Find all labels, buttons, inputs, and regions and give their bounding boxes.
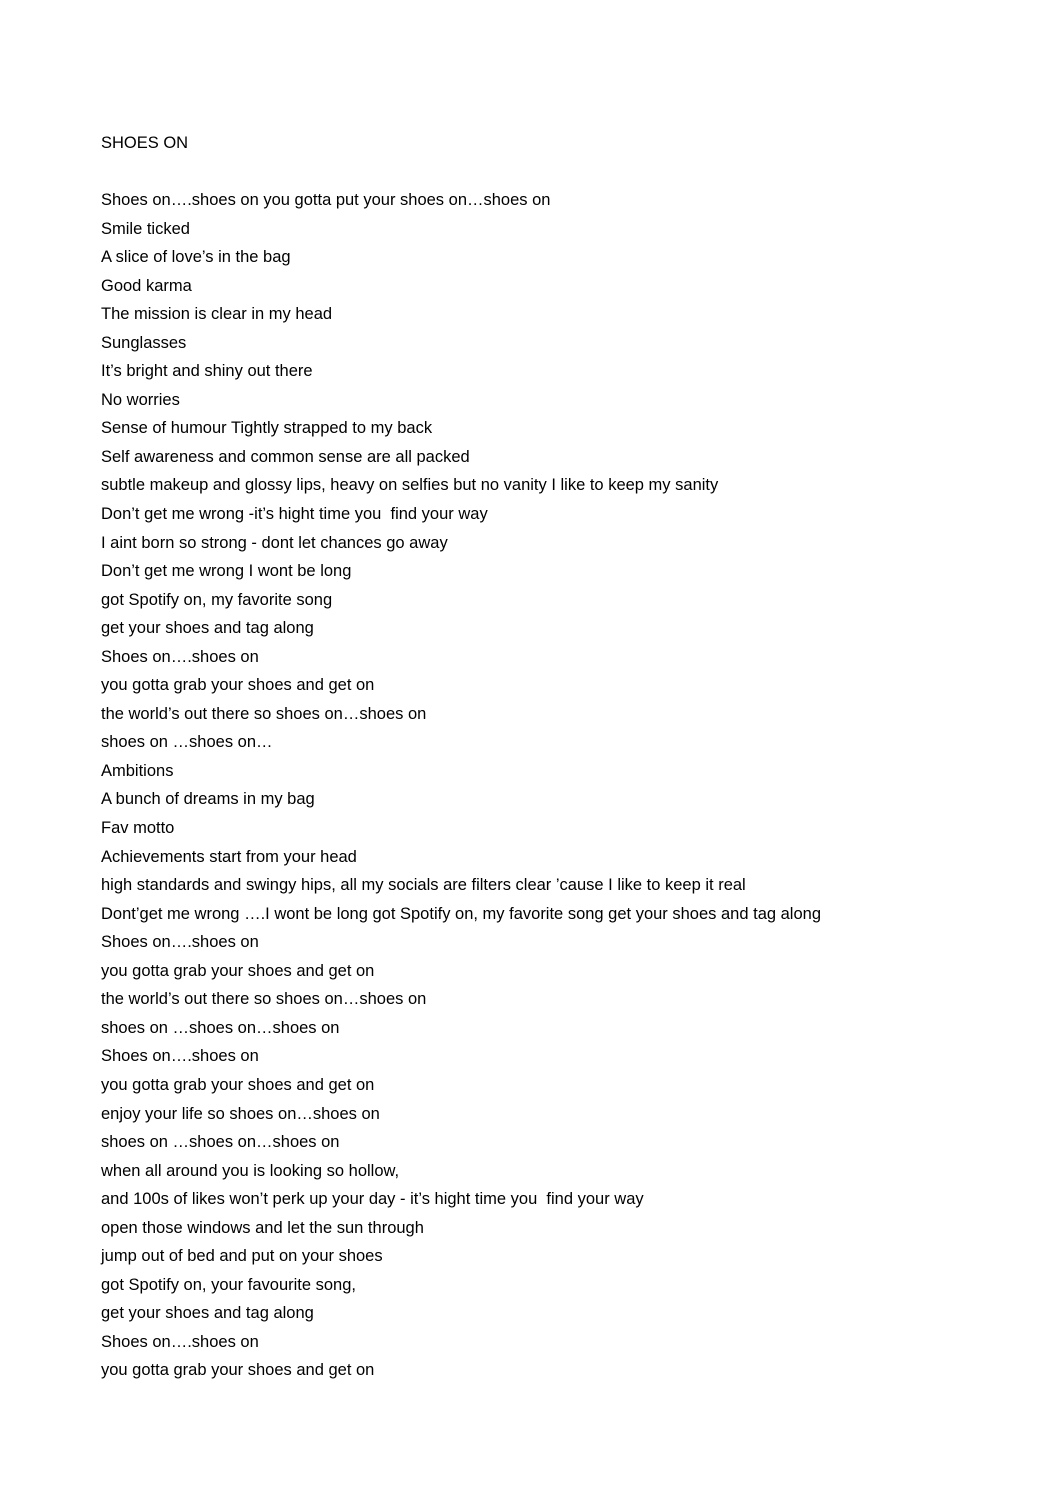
lyric-line: the world’s out there so shoes on…shoes on	[101, 990, 427, 1009]
lyric-line: Ambitions	[101, 761, 174, 780]
lyric-line: Good karma	[101, 276, 192, 295]
lyric-line: Smile ticked	[101, 219, 190, 238]
lyric-line: got Spotify on, your favourite song,	[101, 1275, 356, 1294]
lyric-line: Don’t get me wrong I wont be long	[101, 562, 352, 581]
lyric-line: you gotta grab your shoes and get on	[101, 1361, 375, 1380]
lyrics-body	[101, 189, 1001, 1388]
lyric-line: Shoes on….shoes on	[101, 647, 259, 666]
lyric-line: Dont’get me wrong ….I wont be long got Spotify on, my favorite song get your shoes and tag along	[101, 904, 822, 923]
lyric-line: The mission is clear in my head	[101, 305, 333, 324]
lyric-line: get your shoes and tag along	[101, 619, 314, 638]
lyric-line: Don’t get me wrong -it’s hight time you find your way	[101, 505, 488, 524]
lyric-line: Self awareness and common sense are all packed	[101, 447, 470, 466]
lyric-line: jump out of bed and put on your shoes	[101, 1247, 383, 1266]
lyric-line: enjoy your life so shoes on…shoes on	[101, 1104, 380, 1123]
lyric-line: A bunch of dreams in my bag	[101, 790, 315, 809]
lyric-line: you gotta grab your shoes and get on	[101, 961, 375, 980]
lyric-line: open those windows and let the sun through	[101, 1218, 424, 1237]
lyric-line: It’s bright and shiny out there	[101, 362, 313, 381]
lyric-line: get your shoes and tag along	[101, 1304, 314, 1323]
lyric-line: Shoes on….shoes on	[101, 1332, 259, 1351]
lyric-line: Fav motto	[101, 819, 175, 838]
lyric-line: Sunglasses	[101, 333, 187, 352]
lyric-line: you gotta grab your shoes and get on	[101, 676, 375, 695]
lyric-line: high standards and swingy hips, all my socials are filters clear ’cause I like to keep it real	[101, 876, 746, 895]
lyric-line: Achievements start from your head	[101, 847, 357, 866]
lyric-line: Shoes on….shoes on	[101, 1047, 259, 1066]
lyric-line: shoes on …shoes on…shoes on	[101, 1133, 340, 1152]
lyric-line: Sense of humour Tightly strapped to my back	[101, 419, 433, 438]
lyric-line: when all around you is looking so hollow,	[101, 1161, 400, 1180]
lyric-line: the world’s out there so shoes on…shoes on	[101, 704, 427, 723]
lyric-line: Shoes on….shoes on you gotta put your shoes on…shoes on	[101, 191, 551, 209]
lyric-line: shoes on …shoes on…	[101, 733, 273, 752]
lyric-line: shoes on …shoes on…shoes on	[101, 1018, 340, 1037]
lyric-line: subtle makeup and glossy lips, heavy on selfies but no vanity I like to keep my sanity	[101, 476, 719, 495]
lyric-line: you gotta grab your shoes and get on	[101, 1075, 375, 1094]
lyric-line: and 100s of likes won’t perk up your day - it’s hight time you find your way	[101, 1190, 644, 1209]
lyric-line: Shoes on….shoes on	[101, 933, 259, 952]
lyric-line: got Spotify on, my favorite song	[101, 590, 333, 609]
lyric-line: No worries	[101, 390, 180, 409]
lyric-line: A slice of love’s in the bag	[101, 248, 291, 267]
lyric-line: I aint born so strong - dont let chances go away	[101, 533, 448, 552]
document-title: SHOES ON	[101, 134, 189, 152]
